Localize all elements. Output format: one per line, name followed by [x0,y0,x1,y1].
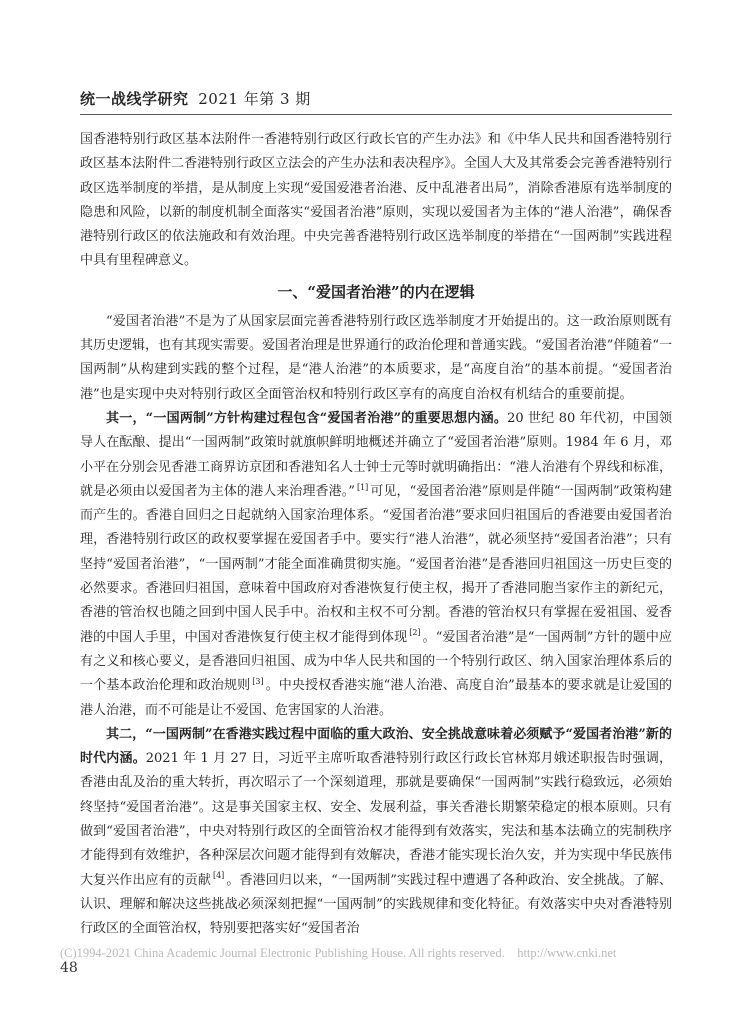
point-two-text-a: 2021 年 1 月 27 日，习近平主席听取香港特别行政区行政长官林郑月娥述职报告时强调，香港由乱及治的重大转折，再次昭示了一个深刻道理，那就是要确保“一国两制”实践行稳致远，必须始终坚持“爱国者治港”。这是事关国家主权、安全、发展利益，事关香港长期繁荣稳定的根本原则。只有做到“爱国者治港”，中央对特别行政区的全面管治权才能得到有效落实，宪法和基本法确立的宪制秩序才能得到有效维护，各种深层次问题才能得到有效解决，香港才能实现长治久安，并为实现中华民族伟大复兴作出应有的贡献 [80,751,672,888]
issue-label: 2021 年第 3 期 [198,90,311,108]
point-two-lead: 其二，“一国两制”在香港实践过程中面临的重大政治、安全挑战意味着必须赋予“爱国者治港”新的时代内涵。 [80,726,672,767]
citation-3: [3] [252,676,264,686]
paragraph-point-one [80,407,672,723]
header-rule [80,114,672,115]
point-one-text-a: 20 世纪 80 年代初，中国领导人在酝酿、提出“一国两制”政策时就旗帜鲜明地概述并确立了“爱国者治港”原则。1984 年 6 月，邓小平在分别会见香港工商界访京团和香港知名人士钟士元等时就明确指出：“港人治港有个界线和标准，就是必须由以爱国者为主体的港人来治理香港。” [80,410,672,499]
copyright-watermark: (C)1994-2021 China Academic Journal Electronic Publishing House. All rights reserved. http://www.cnki.net [60,946,617,960]
point-one-text-d: 。中央授权香港实施“港人治港、高度自治”最基本的要求就是让爱国的港人治港，而不可能是让不爱国、危害国家的人治港。 [80,678,672,718]
citation-1: [1] [356,482,369,492]
section-heading: 一、“爱国者治港”的内在逻辑 [277,282,475,301]
article-body [80,128,672,942]
point-one-text-c: 。“爱国者治港”是“一国两制”方针的题中应有之义和核心要义，是香港回归祖国、成为中华人民共和国的一个特别行政区、纳入国家治理体系后的一个基本政治伦理和政治规则 [80,629,672,694]
citation-4: [4] [212,871,225,881]
journal-title: 统一战线学研究 [80,90,189,108]
citation-2: [2] [409,628,421,638]
paragraph-continued: 国香港特别行政区基本法附件一香港特别行政区行政长官的产生办法》和《中华人民共和国香港特别行政区基本法附件二香港特别行政区立法会的产生办法和表决程序》。全国人大及其常委会完善香港特别行政区选举制度的举措，是从制度上实现“爱国爱港者治港、反中乱港者出局”，消除香港原有选举制度的隐患和风险，以新的制度机制全面落实“爱国者治港”原则，实现以爱国者为主体的“港人治港”，确保香港特别行政区的依法施政和有效治理。中央完善香港特别行政区选举制度的举措在“一国两制”实践进程中具有里程碑意义。 [80,132,672,269]
paragraph-point-two [80,723,672,942]
running-header [80,88,311,109]
point-two-text-b: 。香港回归以来，“一国两制”实践过程中遭遇了各种政治、安全挑战。了解、认识、理解和解决这些挑战必须深刻把握“一国两制”的实践规律和变化特征。有效落实中央对香港特别行政区的全面管治权，特别要把落实好“爱国者治 [80,872,672,937]
point-one-lead: 其一，“一国两制”方针构建过程包含“爱国者治港”的重要思想内涵。 [106,410,508,426]
point-one-text-b: 可见，“爱国者治港”原则是伴随“一国两制”政策构建而产生的。香港自回归之日起就纳入国家治理体系。“爱国者治港”要求回归祖国后的香港要由爱国者治理，香港特别行政区的政权要掌握在爱国者手中。要实行“港人治港”，就必须坚持“爱国者治港”；只有坚持“爱国者治港”，“一国两制”才能全面准确贯彻实施。“爱国者治港”是香港回归祖国这一历史巨变的必然要求。香港回归祖国，意味着中国政府对香港恢复行使主权，揭开了香港同胞当家作主的新纪元，香港的管治权也随之回到中国人民手中。治权和主权不可分割。香港的管治权只有掌握在爱祖国、爱香港的中国人手里，中国对香港恢复行使主权才能得到体现 [80,483,672,645]
page-number: 48 [60,960,78,976]
paragraph-intro: “爱国者治港”不是为了从国家层面完善香港特别行政区选举制度才开始提出的。这一政治原则既有其历史逻辑，也有其现实需要。爱国者治理是世界通行的政治伦理和普通实践。“爱国者治港”伴随着“一国两制”从构建到实践的整个过程，是“港人治港”的本质要求，是“高度自治”的基本前提。“爱国者治港”也是实现中央对特别行政区全面管治权和特别行政区享有的高度自治权有机结合的重要前提。 [80,313,672,402]
